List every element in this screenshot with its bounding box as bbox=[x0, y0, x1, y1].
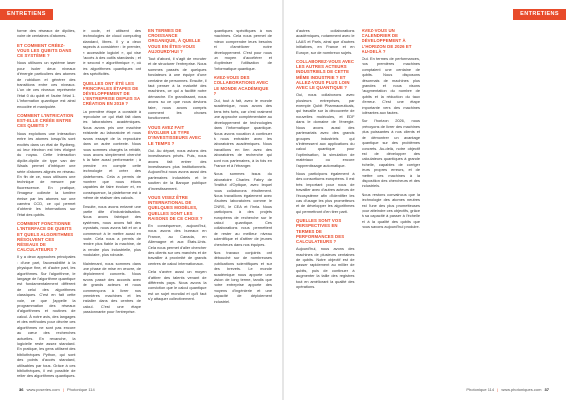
left-col-1 bbox=[17, 28, 76, 378]
left-col-2 bbox=[83, 28, 142, 378]
article-paragraph: Ensuite, nous avons entamé une partie dite d'industrialisation. Nous avons fabriqué des systèmes, nous avons fait des cryostats, nous avons fait et on a commencé à le mettre aussi en route. Cela nous a permis de rendre plus fiable la machine, de la rendre plus industrielle, plus modulaire, plus robuste. bbox=[82, 203, 141, 258]
footer-issue-left: Photonique 114 bbox=[67, 387, 95, 392]
article-paragraph: Sur l'horizon 2026, nous prévoyons de livrer des machines plus puissantes à nos clients et de démontrer un avantage quantique sur des problèmes concrets. Au-delà, notre objectif est de développer des calculateurs quantiques à grande échelle, capables de corriger leurs propres erreurs, et de mettre ces machines à la disposition des chercheurs et des industriels. bbox=[361, 118, 420, 189]
article-paragraph: forme des réseaux de dipôles, voire de centaines d'atomes. bbox=[17, 28, 76, 39]
article-paragraph: Nous restons convaincus que la technologie des atomes neutres est l'une des plus prometteuses pour atteindre ces objectifs, grâce à sa capacité à passer à l'échelle et à la qualité des qubits que nous savons aujourd'hui produire. bbox=[361, 191, 420, 230]
footer-left bbox=[17, 387, 95, 392]
article-paragraph: Nous exploitons une interaction entre les atomes lorsqu'ils sont excités dans un état de Rydberg, où leur électron est très éloigné du noyau. Cette interaction dipôle-dipôle de type van der Waals permet d'intriquer une série d'atomes alignés en réseau. En fin de ce, nous utilisons une technique de mesure par fluorescence. En pratique, l'imageur collecte la lumière émise par les atomes sur une caméra CCD, ce qui permet d'obtenir les informations sur l'état des qubits. bbox=[17, 130, 76, 217]
right-col-3 bbox=[427, 28, 486, 378]
left-page bbox=[17, 28, 272, 378]
footer-issue-right: Photonique 114 bbox=[466, 387, 495, 392]
article-paragraph: La première étape a consisté à reproduire ce qui était fait dans les laboratoires académiques. Nous avons pris une machine existante au laboratoire et nous avons essayé de la reproduire dans un autre contexte. Nous nous sommes chargés la rebâtir, nous avons simplement cherché à la faire aussi performante ; à prendre en compte cette technologie et créer des plateformes. Cela a permis de montrer que nous étions capables de faire évoluer et, en conséquence, la plateforme est à même de réaliser des calculs. bbox=[82, 108, 141, 201]
article-paragraph: le code, et utilisent des technologies de cloud computing standard, libres. Il y a deux aspects à considérer : le premier, « accessible logiciel », qui vise l'accès à des outils standards ; et le second « algorithmique », où les algorithmes quantiques ont des spécificités. bbox=[82, 28, 141, 77]
article-paragraph: En conséquence, aujourd'hui, nous avons des bureaux en France, au Canada, en Allemagne et aux États-Unis. Cela nous permet d'aller chercher des clients sur ces marchés et de travailler à proximité de grands centres de calcul internationaux. bbox=[148, 222, 207, 266]
article-paragraph: Nos travaux conjoints ont débouché sur de nombreuses publications scientifiques et sur des brevets. Le monde académique nous apporte une vision de long terme, tandis que notre entreprise apporte des moyens d'ingénierie et une capacité de déploiement industriel. bbox=[213, 250, 272, 304]
article-paragraph: Oui. Au départ, nous avions des investisseurs privés. Puis, nous avons fait entrer des investisseurs plus institutionnels. Aujourd'hui nous avons aussi des partenaires industriels et le soutien de la Banque publique d'investissement. bbox=[148, 147, 207, 191]
footer-separator-right: | bbox=[497, 387, 499, 392]
article-paragraph: Nous sommes issus du laboratoire Charles Fabry de l'Institut d'Optique, avec lequel nous collaborons étroitement. Nous travaillons également avec d'autres laboratoires comme le CNRS, le CEA et l'Inria. Nous participons à des projets européens de recherche sur le calcul quantique. Ces collaborations nous permettent de rester au meilleur niveau scientifique et d'attirer de jeunes chercheurs dans nos équipes. bbox=[213, 171, 272, 247]
right-col-1 bbox=[296, 28, 355, 378]
page-number-left: 36 bbox=[19, 387, 24, 392]
footer-site-left[interactable]: www.pcseries.com bbox=[26, 387, 60, 392]
footer-site-right[interactable]: www.photoniques.com bbox=[501, 387, 542, 392]
article-paragraph: Il y a deux approches principales : d'une part, l'accessibilité à la physique fine, et d'autre part, les algorithmes. Sur l'algorithme, le langage de l'algorithme quantique est fondamentalement différent de celui des algorithmes classiques. C'est en fait cette voie, ce que j'appelle la programmation des réseaux d'algorithmes et routines de calcul. À notre avis, des langages et des méthodes pour décrire ces algorithmes ne sont pas encore au cœur des recherches actuelles. En revanche, la logicielle reste assez standard. En pratique, les gens utilisent des bibliothèques Python, qui sont des points d'accès standard, utilisables par tous. Grâce à ces bibliothèques, il est possible de relier des algorithmes quantiques. bbox=[17, 254, 76, 378]
article-paragraph: Oui, nous collaborons avec plusieurs entreprises, par exemple Qubit Pharmaceuticals, qui travaille sur la découverte de nouvelles molécules, et EDF dans le domaine de l'énergie. Nous avons aussi des partenariats avec des grands groupes industriels qui s'intéressent aux applications du calcul quantique pour l'optimisation, la simulation de matériaux ou encore l'apprentissage automatique. bbox=[296, 92, 355, 168]
footer-separator-left: | bbox=[62, 387, 64, 392]
section-tag-left: ENTRETIENS bbox=[0, 9, 53, 20]
article-question-heading: COMMENT FONCTIONNE L'INTERFACE DE QUBITS ET QUELS ALGORITHMES RÉSOLVENT CES RÉSEAUX DE CALCULATEURS ? bbox=[17, 221, 74, 253]
footer-right bbox=[466, 387, 551, 392]
right-col-2 bbox=[362, 28, 421, 378]
article-paragraph: Oui. En termes de performances, nos premières machines comptaient une centaine de qubits. Nous disposons désormais de machines plus grandes et nous visons l'augmentation du nombre de qubits et la réduction du taux d'erreur. C'est une étape importante vers des machines tolérantes aux fautes. bbox=[361, 56, 420, 116]
page-number-right: 37 bbox=[544, 387, 549, 392]
article-paragraph: Oui, tout à fait, avec le monde académique, nous avons des liens très forts, car c'est vraiment une approche complémentaire au développement de technologies dans l'informatique quantique. Nous avons vocation à continuer à nous entraider avec les laboratoires académiques. Nous travaillons en lien avec des laboratoires de recherche qui sont nos partenaires, à la fois en France et à l'étranger. bbox=[213, 98, 272, 168]
right-col-4 bbox=[493, 28, 552, 378]
article-paragraph: Tout d'abord, il s'agit de recruter et de structurer l'entreprise. Nous sommes passés de quelques fondateurs à une équipe d'une centaine de personnes. Ensuite, il faut penser à la maturité des machines, ce qui a facilité notre démarche. En grandissant, nous avons su ce que nous devions faire, nous avons compris comment les choses fonctionnent. bbox=[148, 56, 207, 121]
article-question-heading: AVEZ-VOUS UN CALENDRIER DE DÉVELOPPEMENT À L'HORIZON DE 2026 ET AU-DELÀ ? bbox=[361, 28, 412, 54]
section-tag-right: ENTRETIENS bbox=[513, 9, 566, 20]
right-page bbox=[296, 28, 551, 378]
article-paragraph: Cela s'avère aussi un moyen d'attirer des talents venant de différents pays. Nous avons la conviction que le calcul quantique est un sujet mondial et qu'il faut s'y attaquer collectivement. bbox=[148, 269, 207, 302]
left-col-4 bbox=[214, 28, 273, 378]
article-paragraph: Maintenant, nous sommes dans une phase de mise en œuvre, de déploiement concrets. Nous avons passé des accords avec de grands acteurs et nous commençons à livrer nos premières machines et les installer dans des centres de calcul. C'est une étape passionnante pour l'entreprise. bbox=[82, 260, 141, 315]
article-question-heading: VOUS AVEZ FAIT ÉVOLUER LE TYPE D'INVESTISSEURS AVEC LE TEMPS ? bbox=[148, 124, 202, 146]
article-question-heading: ET COMMENT CRÉEZ-VOUS LES QUBITS DANS CE SYSTÈME ? bbox=[17, 42, 72, 59]
article-question-heading: COMMENT L'INTRICATION EST-ELLE CRÉÉE ENTRE CES QUBITS ? bbox=[17, 113, 74, 129]
article-paragraph: d'autres collaborations académiques, notamment avec le LAAS et Paris, ainsi que d'autres initiatives, en France et en Europe, sur de nombreux sujets. bbox=[296, 28, 355, 55]
page-gutter bbox=[282, 0, 284, 400]
article-paragraph: Aujourd'hui, nous avons des machines de plusieurs centaines de qubits. Notre objectif est de passer rapidement au millier de qubits, puis de continuer à augmenter la taille des registres tout en améliorant la qualité des opérations. bbox=[296, 246, 355, 290]
article-question-heading: QUELLES ONT ÉTÉ LES PRINCIPALES ÉTAPES DE DÉVELOPPEMENT DE L'ENTREPRISE DEPUIS SA CRÉATION EN 2019 ? bbox=[82, 80, 140, 107]
article-question-heading: EN TERMES DE CROISSANCE ORGANIQUE, À QUELLE VOUS EN ÊTES-VOUS AUJOURD'HUI ? bbox=[148, 28, 201, 54]
article-paragraph: Nous participons également à des consortiums européens. Il est très important pour nous de travailler avec d'autres acteurs de l'écosystème afin d'identifier les cas d'usage les plus prometteurs et de développer les algorithmes qui permettront d'en tirer parti. bbox=[296, 170, 355, 214]
article-paragraph: quantiques spécifiques à nos machines. Cela nous permet de mieux comprendre leurs besoins et d'améliorer notre développement. C'est pour nous un moyen d'accélérer et d'optimiser l'utilisation de l'informatique quantique. bbox=[213, 28, 272, 71]
article-question-heading: QUELLES SONT VOS PERSPECTIVES EN TERMES DE PERFORMANCES DES CALCULATEURS ? bbox=[296, 218, 345, 244]
left-col-3 bbox=[148, 28, 207, 378]
article-paragraph: Nous utilisons un système laser pour isoler deux niveaux d'énergie particuliers des atomes de rubidium et générer des transitions entre ces niveaux. L'un de ces niveaux représente l'état 0 du qubit et l'autre l'état 1. L'information quantique est ainsi encodée et manipulée. bbox=[17, 60, 76, 109]
article-question-heading: AVEZ-VOUS DES COLLABORATIONS AVEC LE MONDE ACADÉMIQUE ? bbox=[213, 75, 269, 96]
article-question-heading: VOUS VISEZ ÊTRE INTERNATIONAL DE QUELQUES MODÈLES, QUELLES SONT LES RAISONS DE CE CHOIX ? bbox=[148, 194, 203, 221]
article-question-heading: COLLABOREZ-VOUS AVEC LES AUTRES ACTEURS INDUSTRIELS DE CETTE MÊME INDUSTRIE ? ET ALLEZ-VOUS PLUS LOIN AVEC LE QUANTIQUE ? bbox=[296, 59, 355, 91]
